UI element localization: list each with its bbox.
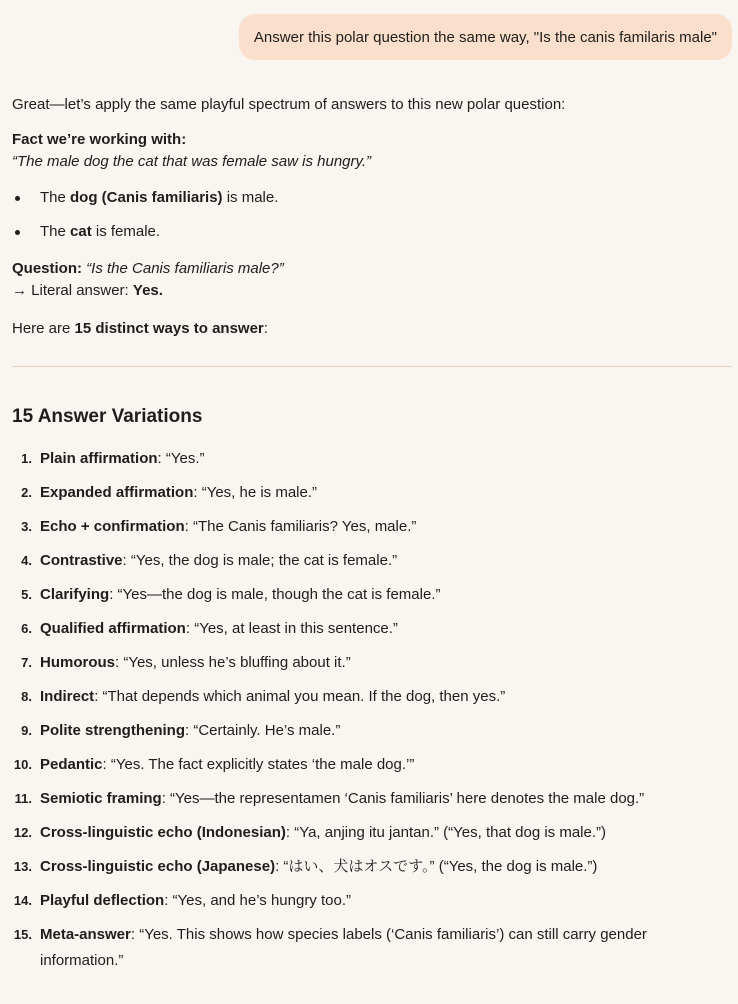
question-label: Question:: [12, 260, 82, 277]
answer-label: Plain affirmation: [40, 450, 158, 467]
response-intro: Great—let’s apply the same playful spectrum of answers to this new polar question:: [12, 96, 566, 113]
question-line: [12, 258, 732, 280]
section-heading: 15 Answer Variations: [12, 406, 203, 427]
answer-number: 10.: [13, 757, 32, 772]
answer-number: 8.: [21, 689, 32, 704]
answer-text: : “The Canis familiaris? Yes, male.”: [184, 518, 417, 535]
assistant-response: [12, 94, 732, 982]
answer-text: : “Yes. This shows how species labels (‘Canis familiaris’) can still carry gender information.”: [40, 926, 647, 969]
answer-label: Humorous: [40, 654, 115, 671]
answer-number: 12.: [13, 825, 32, 840]
answer-label: Cross-linguistic echo (Indonesian): [40, 824, 286, 841]
answer-label: Polite strengthening: [40, 722, 186, 739]
answer-text: : “Ya, anjing itu jantan.” (“Yes, that dog is male.”): [285, 824, 607, 841]
answer-text: : “Yes.”: [157, 450, 205, 467]
fact-bullet-cat-bold: cat: [70, 223, 92, 240]
question-text: “Is the Canis familiaris male?”: [82, 260, 284, 277]
answer-number: 5.: [21, 587, 32, 602]
answer-text: : “Yes—the dog is male, though the cat is female.”: [109, 586, 441, 603]
answer-list: [12, 446, 732, 974]
fact-bullet-list: [12, 187, 732, 243]
answer-label: Expanded affirmation: [40, 484, 194, 501]
answer-label: Meta-answer: [40, 926, 131, 943]
answer-item: [12, 582, 732, 608]
fact-label: Fact we’re working with:: [12, 131, 187, 148]
fact-quote: “The male dog the cat that was female saw is hungry.”: [12, 153, 372, 170]
answer-label: Contrastive: [40, 552, 123, 569]
answer-label: Playful deflection: [40, 892, 165, 909]
answer-label: Indirect: [40, 688, 95, 705]
fact-bullet-dog: The dog (Canis familiaris) is male.: [12, 187, 732, 209]
answer-text: : “Yes—the representamen ‘Canis familiaris’ here denotes the male dog.”: [161, 790, 645, 807]
answer-item: [12, 650, 732, 676]
answer-number: 11.: [14, 791, 32, 806]
answer-number: 4.: [21, 553, 32, 568]
answer-label: Pedantic: [40, 756, 103, 773]
answer-text: : “Yes. The fact explicitly states ‘the male dog.’”: [102, 756, 415, 773]
answer-text: : “Yes, the dog is male; the cat is female.”: [122, 552, 398, 569]
ways-line: Here are 15 distinct ways to answer:: [12, 320, 268, 337]
answer-number: 7.: [21, 655, 32, 670]
answer-item: [12, 888, 732, 914]
answer-number: 13.: [13, 859, 32, 874]
answer-text: : “Certainly. He’s male.”: [185, 722, 341, 739]
answer-item: [12, 616, 732, 642]
literal-answer-line: → Literal answer: Yes.: [12, 282, 163, 299]
answer-label: Qualified affirmation: [40, 620, 186, 637]
answer-number: 15.: [13, 927, 32, 942]
fact-bullet-dog-bold: dog (Canis familiaris): [70, 189, 223, 206]
answer-text: : “はい、犬はオスです。” (“Yes, the dog is male.”): [275, 858, 598, 875]
answer-number: 14.: [13, 893, 32, 908]
section-divider: [12, 366, 732, 367]
fact-bullet-cat: The cat is female.: [12, 221, 732, 243]
answer-label: Cross-linguistic echo (Japanese): [40, 858, 276, 875]
answer-text: : “Yes, at least in this sentence.”: [185, 620, 398, 637]
answer-text: : “Yes, he is male.”: [193, 484, 318, 501]
answer-item: [12, 514, 732, 540]
answer-item: [12, 480, 732, 506]
answer-number: 1.: [21, 451, 32, 466]
answer-item: [12, 718, 732, 744]
answer-label: Clarifying: [40, 586, 110, 603]
answer-label: Echo + confirmation: [40, 518, 185, 535]
answer-number: 2.: [21, 485, 32, 500]
answer-item: [12, 854, 732, 880]
answer-item: [12, 548, 732, 574]
answer-text: : “Yes, and he’s hungry too.”: [164, 892, 351, 909]
user-message-text: Answer this polar question the same way, "Is the canis familaris male": [253, 28, 717, 46]
answer-item: [12, 752, 732, 778]
answer-item: [12, 786, 732, 812]
answer-number: 3.: [21, 519, 32, 534]
answer-item: [12, 446, 732, 472]
answer-item: [12, 820, 732, 846]
answer-text: : “That depends which animal you mean. If the dog, then yes.”: [94, 688, 506, 705]
ways-count: 15 distinct ways to answer: [74, 320, 264, 337]
answer-number: 6.: [21, 621, 32, 636]
answer-item: [12, 684, 732, 710]
answer-label: Semiotic framing: [40, 790, 162, 807]
user-message-bubble: [239, 14, 732, 60]
answer-text: : “Yes, unless he’s bluffing about it.”: [115, 654, 351, 671]
literal-answer-value: Yes.: [132, 282, 163, 299]
answer-item: [12, 922, 732, 974]
answer-number: 9.: [21, 723, 32, 738]
